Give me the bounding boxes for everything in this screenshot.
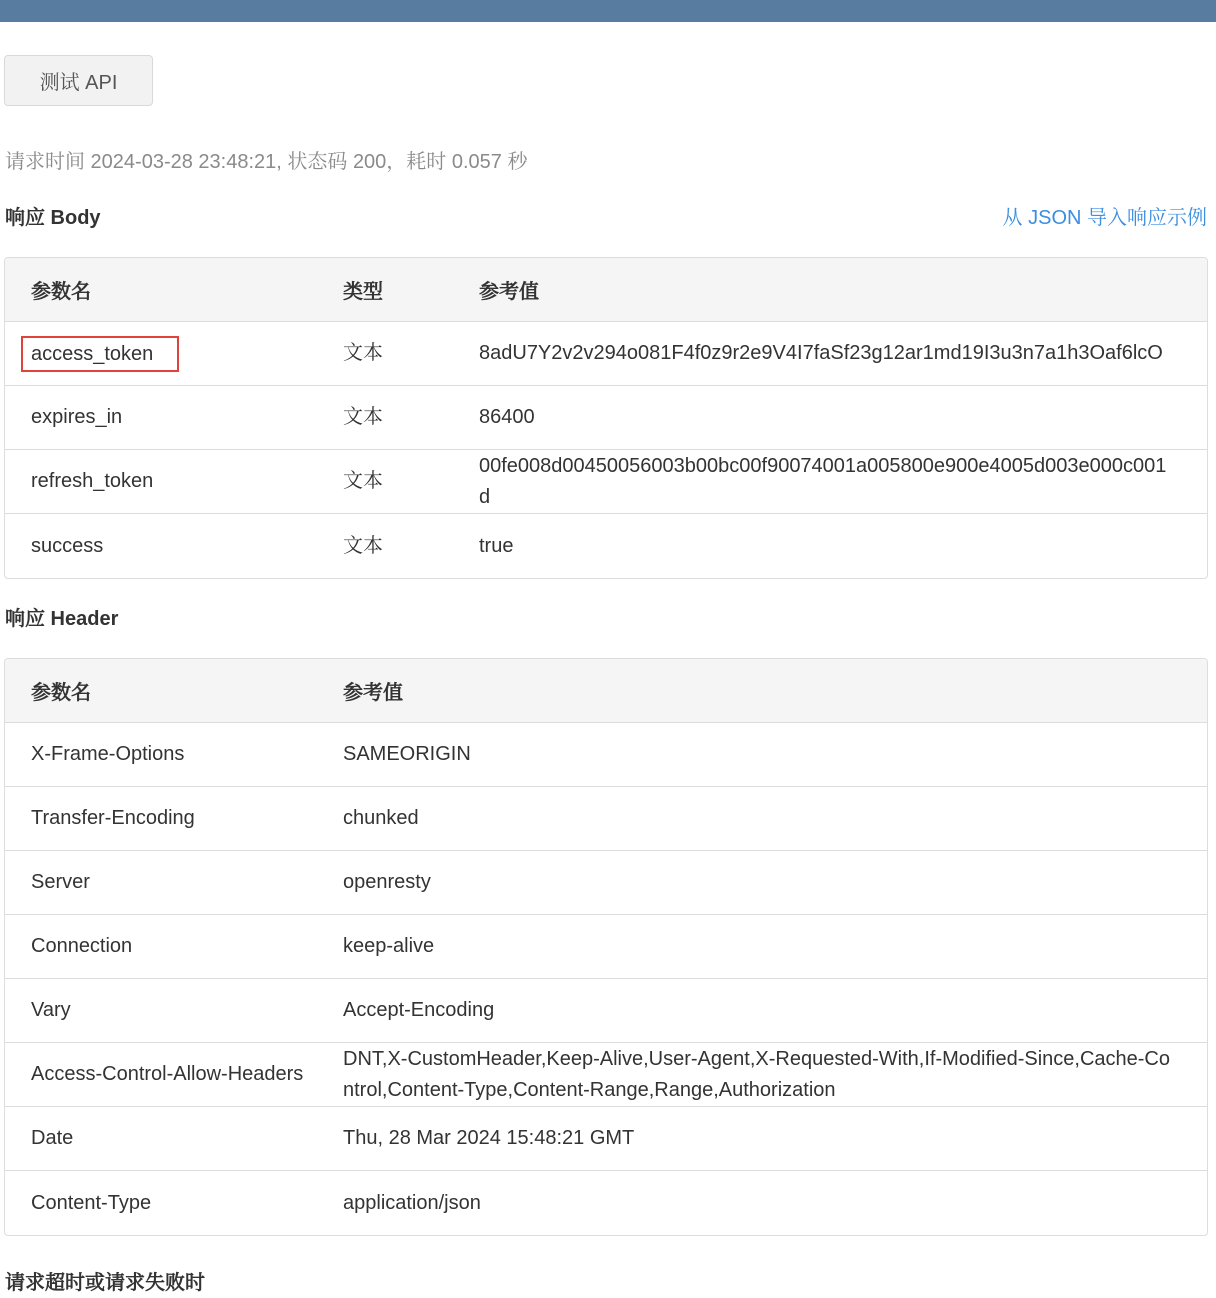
header-value-cell: application/json: [343, 1191, 481, 1214]
table-row: [5, 851, 1207, 915]
header-value-cell: keep-alive: [317, 915, 1207, 979]
response-body-title: 响应 Body: [5, 207, 101, 229]
param-name-cell: expires_in: [5, 386, 317, 450]
table-row: [5, 915, 1207, 979]
header-value-cell: chunked: [317, 787, 1207, 851]
header-value-cell: openresty: [317, 851, 1207, 915]
header-name-cell: Vary: [5, 979, 317, 1043]
response-header-table: [4, 658, 1208, 1236]
param-value-cell: true: [479, 534, 514, 557]
header-name-cell: Content-Type: [31, 1191, 152, 1214]
table-header-row: [5, 659, 1207, 723]
header-value-cell: DNT,X-CustomHeader,Keep-Alive,User-Agent,X-Requested-With,If-Modified-Since,Cache-Control,Content-Type,Content-Range,Range,Authorization: [317, 1043, 1207, 1107]
table-row: [5, 1043, 1207, 1107]
header-name-cell: Access-Control-Allow-Headers: [5, 1043, 317, 1107]
param-value-cell: 8adU7Y2v2v294o081F4f0z9r2e9V4I7faSf23g12ar1md19I3u3n7a1h3Oaf6lcO: [453, 322, 1207, 386]
header-name-cell: Connection: [5, 915, 317, 979]
table-row: [5, 386, 1207, 450]
column-header-name: 参数名: [5, 659, 317, 723]
failure-section-title: 请求超时或请求失败时: [5, 1272, 205, 1294]
table-row: [5, 514, 1207, 578]
table-row: [5, 450, 1207, 514]
table-row: [5, 723, 1207, 787]
table-row: [5, 1171, 1207, 1235]
param-value-cell: 86400: [453, 386, 1207, 450]
column-header-value: 参考值: [453, 258, 1207, 322]
param-name-cell: success: [31, 534, 104, 557]
table-row: [5, 1107, 1207, 1171]
response-header-title: 响应 Header: [5, 608, 119, 630]
param-value-cell: 00fe008d00450056003b00bc00f90074001a005800e900e4005d003e000c001d: [453, 450, 1207, 514]
column-header-type: 类型: [317, 258, 453, 322]
param-type-cell: 文本: [317, 386, 453, 450]
header-value-cell: Thu, 28 Mar 2024 15:48:21 GMT: [317, 1107, 1207, 1171]
table-row: [5, 787, 1207, 851]
param-type-cell: 文本: [317, 450, 453, 514]
highlighted-param-name: access_token: [21, 336, 179, 372]
param-type-cell: 文本: [317, 322, 453, 386]
param-name-cell: refresh_token: [5, 450, 317, 514]
table-header-row: [5, 258, 1207, 322]
header-name-cell: Transfer-Encoding: [5, 787, 317, 851]
header-value-cell: Accept-Encoding: [317, 979, 1207, 1043]
header-name-cell: X-Frame-Options: [5, 723, 317, 787]
column-header-value: 参考值: [317, 659, 1207, 723]
param-name-cell: [5, 322, 317, 386]
top-bar: [0, 0, 1216, 22]
header-name-cell: Server: [5, 851, 317, 915]
import-from-json-link[interactable]: 从 JSON 导入响应示例: [1002, 207, 1207, 229]
test-api-button[interactable]: 测试 API: [4, 55, 153, 106]
header-name-cell: Date: [5, 1107, 317, 1171]
request-info: 请求时间 2024-03-28 23:48:21, 状态码 200，耗时 0.057 秒: [5, 151, 528, 173]
table-row: [5, 979, 1207, 1043]
header-value-cell: SAMEORIGIN: [317, 723, 1207, 787]
table-row: [5, 322, 1207, 386]
param-type-cell: 文本: [343, 534, 383, 557]
column-header-name: 参数名: [5, 258, 317, 322]
response-body-table: [4, 257, 1208, 579]
